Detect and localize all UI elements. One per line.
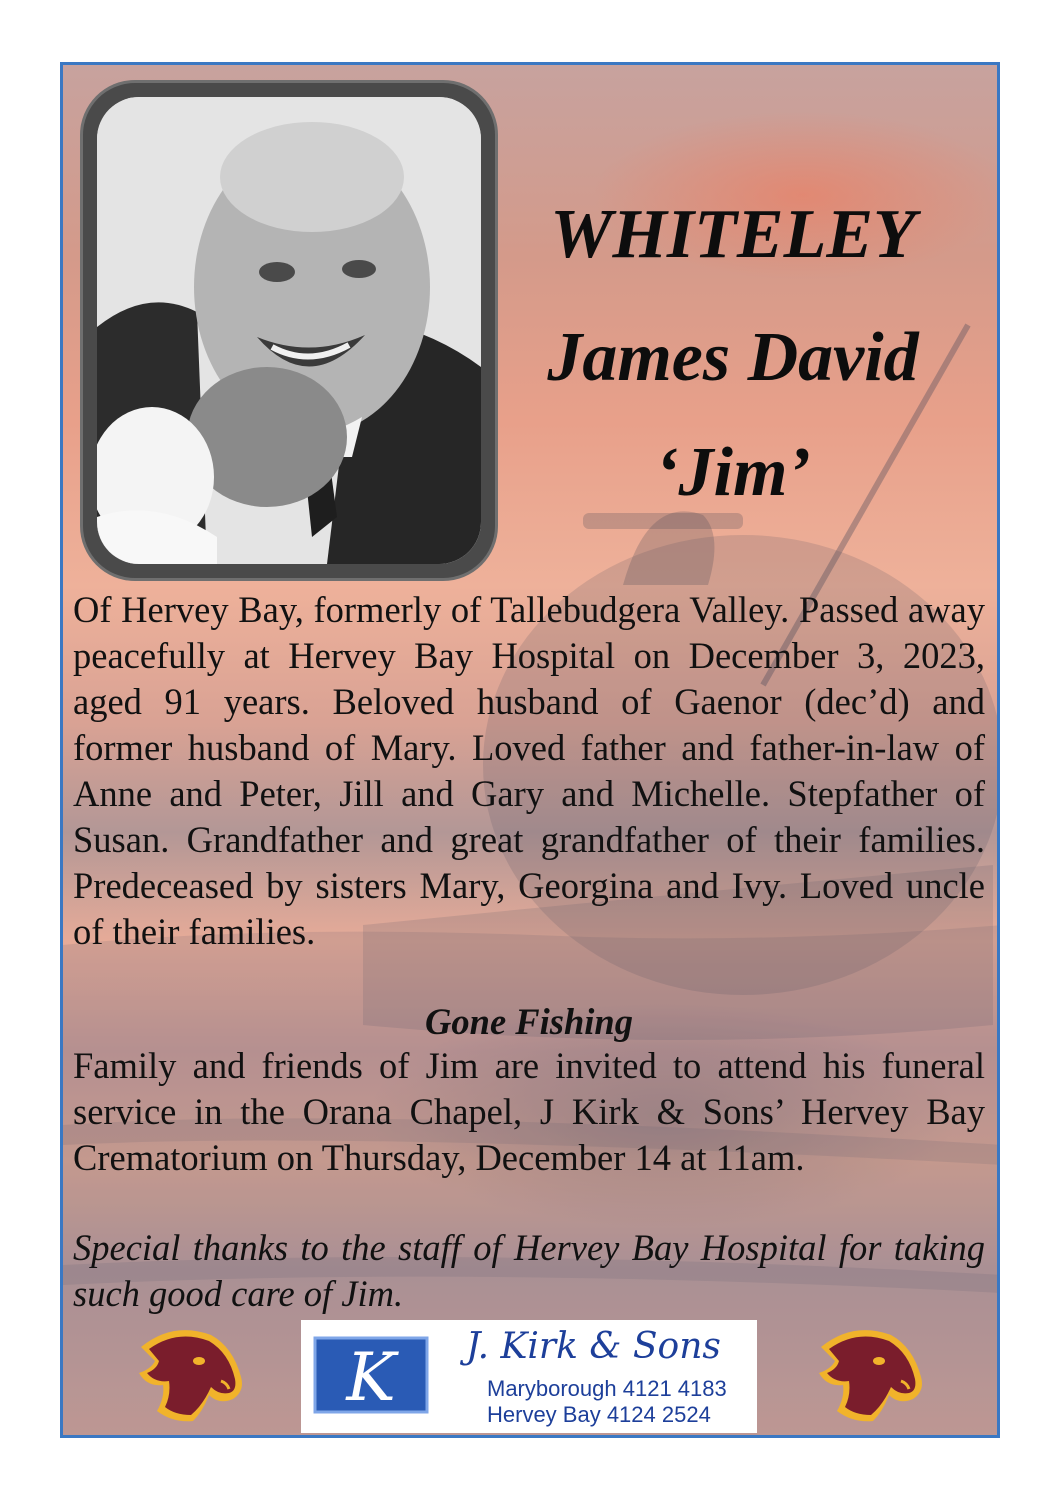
- nickname-heading: ‘Jim’: [655, 434, 811, 511]
- funeral-director-logo: [301, 1320, 757, 1433]
- notice-paragraph-2: Family and friends of Jim are invited to attend his funeral service in the Orana Chapel, J Kirk & Sons’ Hervey Bay Crematorium on Thursday, December 14 at 11am.: [73, 1045, 985, 1178]
- monogram-scroll-icon: [311, 1332, 431, 1418]
- gone-fishing-subheading: Gone Fishing: [425, 1001, 633, 1042]
- special-thanks: Special thanks to the staff of Hervey Bay Hospital for taking such good care of Jim.: [73, 1227, 985, 1314]
- funeral-director-name: J. Kirk & Sons: [466, 1326, 721, 1367]
- svg-text:K: K: [346, 1339, 396, 1416]
- portrait-photo: [97, 97, 481, 564]
- maryborough-phone: Maryborough 4121 4183: [487, 1376, 727, 1401]
- hervey-bay-phone: Hervey Bay 4124 2524: [487, 1402, 711, 1427]
- surname-heading: WHITELEY: [550, 196, 916, 273]
- given-names-heading: James David: [547, 319, 919, 396]
- bronco-horse-head-icon: [133, 1325, 249, 1425]
- notice-frame: [60, 62, 1000, 1438]
- notice-paragraph-1: Of Hervey Bay, formerly of Tallebudgera Valley. Passed away peacefully at Hervey Bay Hospital on December 3, 2023, aged 91 years. Beloved husband of Gaenor (dec’d) and former husband of Mary. Loved father and father-in-law of Anne and Peter, Jill and Gary and Michelle. Stepfather of Susan. Grandfather and great grandfather of their families. Predeceased by sisters Mary, Georgina and Ivy. Loved uncle of their families.: [73, 589, 985, 952]
- portrait-frame: [83, 83, 495, 578]
- bronco-horse-head-icon: [813, 1325, 929, 1425]
